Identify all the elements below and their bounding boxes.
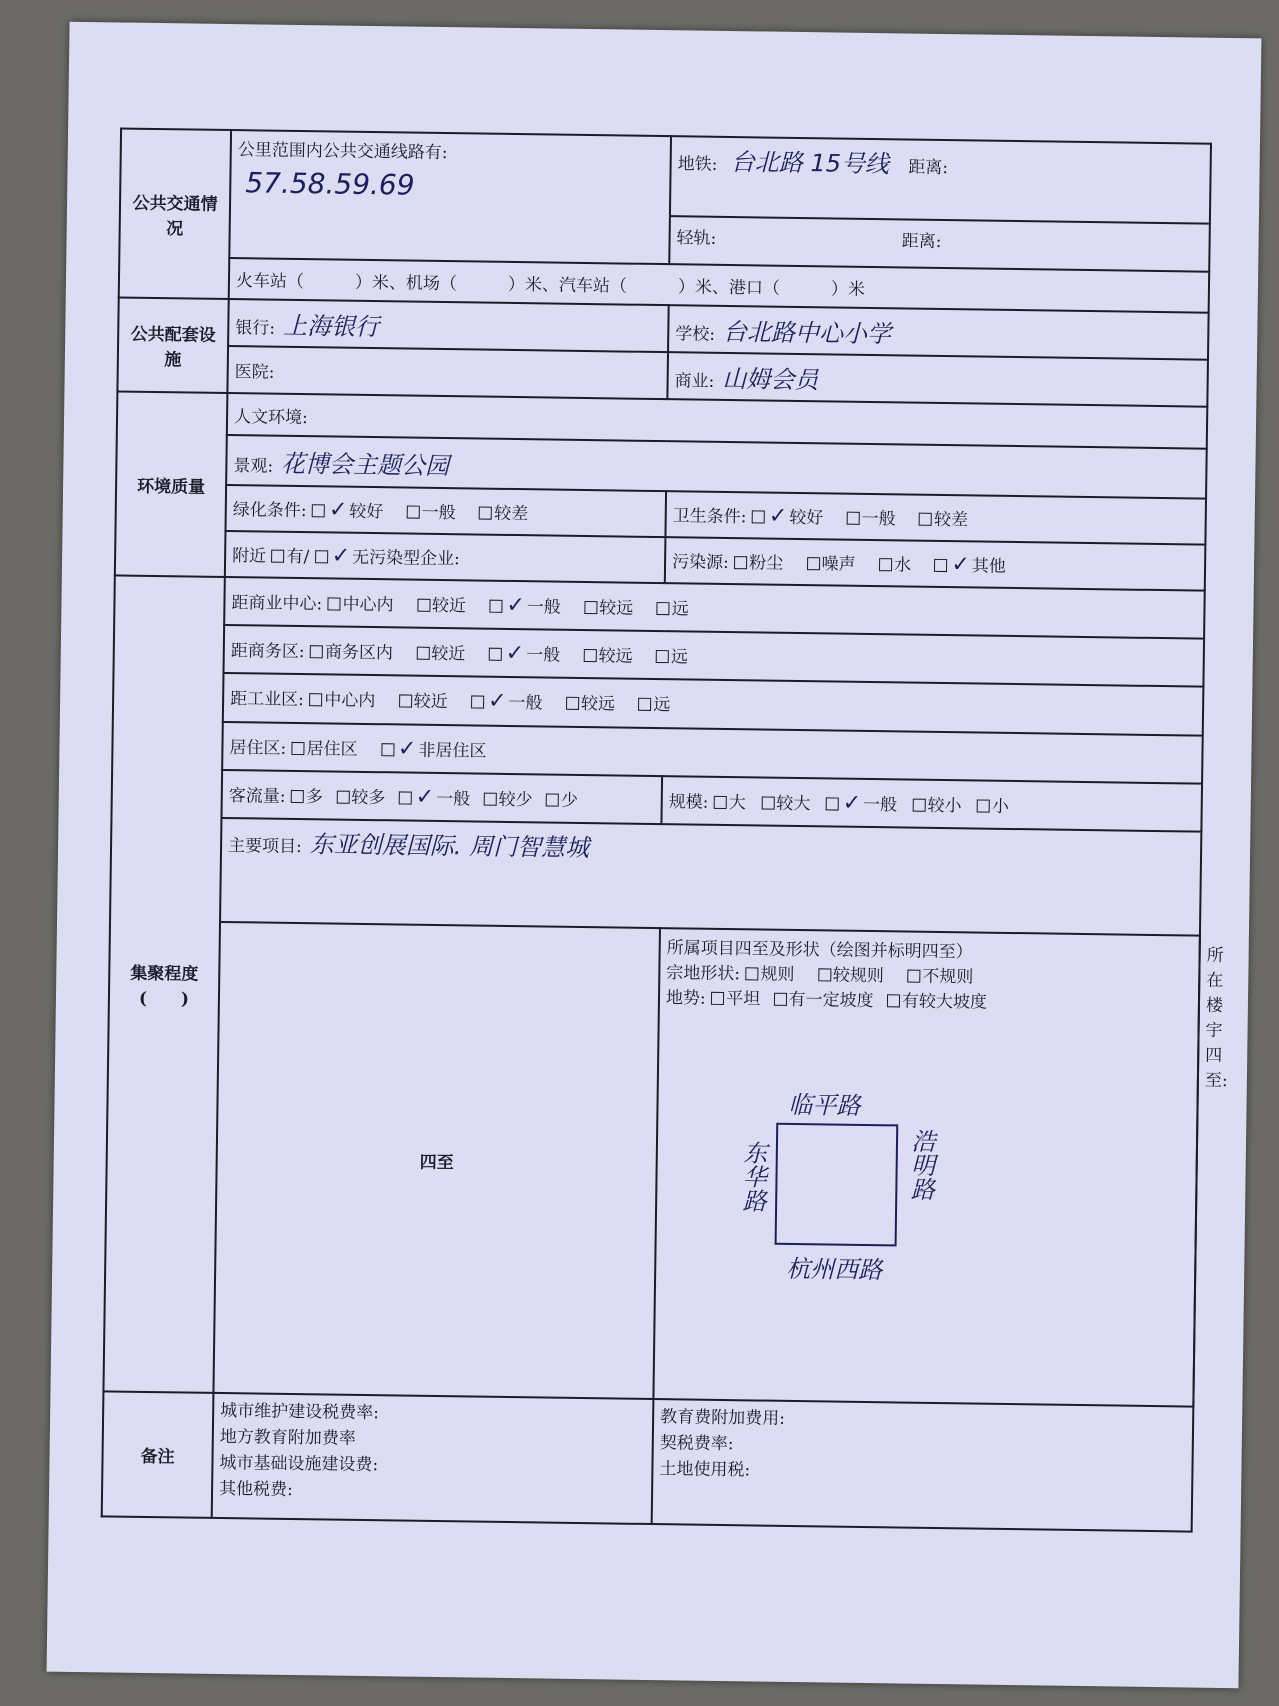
commercial-option-1[interactable]: 中心内 <box>327 595 393 616</box>
pollution-label: 污染源: <box>671 552 729 574</box>
pollution-cell <box>665 537 1206 591</box>
terrain-option-steep[interactable]: 有较大坡度 <box>887 991 987 1012</box>
remark-local-education-surcharge: 地方教育附加费率 <box>219 1426 356 1449</box>
sketch-south-label: 杭州西路 <box>786 1255 883 1285</box>
business-option-1[interactable]: 商务区内 <box>310 643 393 664</box>
scale-option-2[interactable]: 较大 <box>761 793 810 814</box>
light-rail-label: 轻轨: <box>676 228 717 249</box>
scale-option-4[interactable]: 较小 <box>912 795 961 816</box>
business-option-2[interactable]: 较近 <box>416 644 465 665</box>
agglomeration-header-cell <box>103 576 224 1393</box>
project-boundaries-cell <box>653 928 1200 1406</box>
light-rail-distance-label: 距离: <box>901 231 942 252</box>
commerce-value: 山姆会员 <box>722 365 819 395</box>
sketch-west-label: 东华路 <box>738 1140 768 1213</box>
hospital-label: 医院: <box>227 346 668 399</box>
facilities-header: 公共配套设施 <box>117 298 228 394</box>
terrain-label: 地势: <box>665 988 706 1009</box>
parcel-sketch-square <box>775 1123 899 1247</box>
shape-option-irregular[interactable]: 不规则 <box>907 967 973 988</box>
industrial-option-3[interactable]: ✓一般 <box>471 693 543 714</box>
remark-land-use-tax: 土地使用税: <box>659 1458 751 1480</box>
bus-lines-value: 57.58.59.69 <box>245 166 415 202</box>
business-label: 距商务区: <box>230 641 305 663</box>
shape-label: 宗地形状: <box>666 963 741 985</box>
hygiene-option-average[interactable]: 一般 <box>847 509 896 530</box>
landscape-value: 花博会主题公园 <box>280 449 450 480</box>
pollution-option-dust[interactable]: 粉尘 <box>734 553 783 574</box>
remark-other-taxes: 其他税费: <box>218 1478 293 1500</box>
industrial-option-5[interactable]: 远 <box>638 695 670 715</box>
scale-option-1[interactable]: 大 <box>714 792 746 812</box>
terrain-option-flat[interactable]: 平坦 <box>711 989 760 1010</box>
residential-option-2[interactable]: ✓非居住区 <box>381 740 487 761</box>
boundaries-header: 四至 <box>213 922 660 1398</box>
scale-label: 规模: <box>668 791 709 813</box>
traffic-cell <box>221 770 662 824</box>
traffic-option-3[interactable]: ✓一般 <box>399 788 471 809</box>
business-option-5[interactable]: 远 <box>656 647 688 667</box>
nearby-option-no[interactable]: ✓无污染型企业: <box>315 548 460 570</box>
residential-label: 居住区: <box>229 737 287 759</box>
traffic-option-2[interactable]: 较多 <box>336 787 385 808</box>
school-value: 台北路中心小学 <box>722 318 892 349</box>
projects-cell <box>220 818 1201 936</box>
school-label: 学校: <box>675 324 716 346</box>
commercial-option-2[interactable]: 较近 <box>417 596 466 617</box>
agglomeration-header: 集聚程度 <box>130 963 199 985</box>
scale-option-5[interactable]: 小 <box>977 796 1009 816</box>
sketch-east-label: 浩明路 <box>906 1128 936 1202</box>
bank-value: 上海银行 <box>282 312 380 342</box>
bank-label: 银行: <box>235 318 276 339</box>
hygiene-option-poor[interactable]: 较差 <box>919 510 968 531</box>
industrial-option-4[interactable]: 较远 <box>566 694 615 715</box>
remarks-header: 备注 <box>102 1391 214 1518</box>
metro-value: 台北路 15号线 <box>730 148 890 179</box>
remark-infrastructure-fee: 城市基础设施建设费: <box>219 1452 379 1475</box>
industrial-label: 距工业区: <box>229 689 304 711</box>
projects-value: 东亚创展国际. 周门智慧城 <box>309 829 590 862</box>
scale-option-3[interactable]: ✓一般 <box>826 794 898 815</box>
nearby-option-yes[interactable]: 有/ <box>271 547 309 568</box>
greenery-option-good[interactable]: ✓较好 <box>312 501 384 522</box>
greenery-option-average[interactable]: 一般 <box>407 503 456 524</box>
remark-education-surcharge: 教育费附加费用: <box>660 1406 786 1429</box>
project-boundaries-title: 所属项目四至及形状（绘图并标明四至） <box>666 938 973 963</box>
business-option-3[interactable]: ✓一般 <box>489 645 561 666</box>
commerce-label: 商业: <box>674 371 715 393</box>
pollution-option-noise[interactable]: 噪声 <box>806 554 855 575</box>
environment-header: 环境质量 <box>115 392 228 577</box>
greenery-option-poor[interactable]: 较差 <box>479 504 528 525</box>
school-cell <box>668 305 1209 360</box>
commercial-option-4[interactable]: 较远 <box>584 598 633 619</box>
traffic-option-1[interactable]: 多 <box>291 787 323 807</box>
bus-lines-label: 公里范围内公共交通线路有: <box>237 140 448 164</box>
remarks-left <box>212 1392 654 1524</box>
metro-label: 地铁: <box>677 154 718 175</box>
traffic-option-4[interactable]: 较少 <box>483 789 532 810</box>
business-option-4[interactable]: 较远 <box>583 646 632 667</box>
remark-urban-maintenance-tax: 城市维护建设税费率: <box>220 1400 380 1423</box>
scale-cell <box>661 776 1202 832</box>
commercial-option-5[interactable]: 远 <box>656 599 688 619</box>
bank-cell <box>228 299 669 352</box>
commerce-cell <box>667 352 1208 407</box>
culture-label: 人文环境: <box>227 393 1207 448</box>
pollution-option-water[interactable]: 水 <box>879 555 911 575</box>
traffic-label: 客流量: <box>228 785 286 807</box>
traffic-option-5[interactable]: 少 <box>546 790 578 810</box>
residential-option-1[interactable]: 居住区 <box>291 738 357 759</box>
survey-table <box>101 127 1228 1532</box>
commercial-label: 距商业中心: <box>231 593 323 615</box>
agglomeration-paren: ( ) <box>138 988 190 1010</box>
projects-label: 主要项目: <box>227 835 302 857</box>
sketch-north-label: 临平路 <box>788 1091 861 1121</box>
shape-option-regular[interactable]: 规则 <box>745 964 794 985</box>
hygiene-cell <box>665 491 1206 545</box>
industrial-option-2[interactable]: 较近 <box>399 692 448 713</box>
industrial-option-1[interactable]: 中心内 <box>309 691 375 712</box>
hygiene-label: 卫生条件: <box>672 506 747 528</box>
remarks-right <box>652 1399 1194 1532</box>
greenery-cell <box>225 485 666 537</box>
transport-header: 公共交通情况 <box>119 128 231 299</box>
nearby-cell <box>225 531 666 583</box>
pollution-option-other[interactable]: ✓其他 <box>934 556 1006 577</box>
distances-row: 火车站（ ）米、机场（ ）米、汽车站（ ）米、港口（ ）米 <box>229 258 1209 313</box>
commercial-option-3[interactable]: ✓一般 <box>489 597 561 618</box>
remark-deed-tax: 契税费率: <box>659 1432 734 1454</box>
form-page <box>47 22 1262 1688</box>
metro-distance-label: 距离: <box>908 157 949 179</box>
nearby-label: 附近 <box>231 546 267 567</box>
landscape-label: 景观: <box>233 455 274 477</box>
greenery-label: 绿化条件: <box>232 500 307 522</box>
metro-cell <box>669 136 1211 271</box>
terrain-option-slope[interactable]: 有一定坡度 <box>773 990 873 1011</box>
building-boundaries-label: 所在楼宇四至: <box>1193 936 1200 1406</box>
bus-lines-cell <box>229 130 671 264</box>
shape-option-fairly-regular[interactable]: 较规则 <box>818 965 884 986</box>
hygiene-option-good[interactable]: ✓较好 <box>752 508 824 529</box>
